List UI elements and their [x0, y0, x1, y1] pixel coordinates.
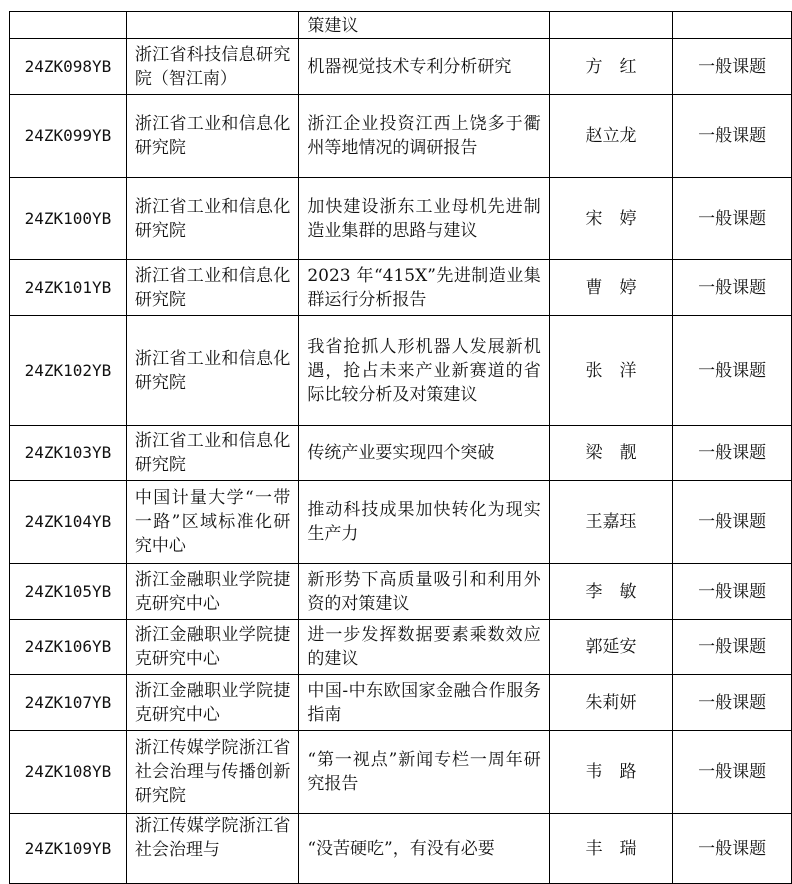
person-cell: 梁 靓	[549, 426, 673, 481]
project-code-cell: 24ZK105YB	[10, 564, 127, 620]
person-cell: 赵立龙	[549, 95, 673, 178]
organization-cell: 浙江省工业和信息化研究院	[126, 260, 298, 316]
topic-cell: 我省抢抓人形机器人发展新机遇，抢占未来产业新赛道的省际比较分析及对策建议	[299, 316, 549, 426]
table-row	[10, 814, 792, 884]
table-row	[10, 620, 792, 675]
table-row	[10, 95, 792, 178]
topic-cell: 机器视觉技术专利分析研究	[299, 39, 549, 95]
table-row	[10, 260, 792, 316]
table-row	[10, 731, 792, 814]
table-row	[10, 178, 792, 260]
category-cell: 一般课题	[673, 675, 792, 731]
category-cell: 一般课题	[673, 178, 792, 260]
category-cell: 一般课题	[673, 39, 792, 95]
person-cell: 方 红	[549, 39, 673, 95]
topic-cell: 2023 年“415X”先进制造业集群运行分析报告	[299, 260, 549, 316]
project-code-cell: 24ZK107YB	[10, 675, 127, 731]
topic-cell: 加快建设浙东工业母机先进制造业集群的思路与建议	[299, 178, 549, 260]
organization-cell: 浙江金融职业学院捷克研究中心	[126, 620, 298, 675]
organization-cell: 浙江省科技信息研究院（智江南）	[126, 39, 298, 95]
topic-cell: “第一视点”新闻专栏一周年研究报告	[299, 731, 549, 814]
category-cell: 一般课题	[673, 731, 792, 814]
organization-cell: 浙江省工业和信息化研究院	[126, 316, 298, 426]
table-row	[10, 564, 792, 620]
table-row	[10, 316, 792, 426]
person-cell: 王嘉珏	[549, 481, 673, 564]
category-cell: 一般课题	[673, 316, 792, 426]
project-code-cell: 24ZK104YB	[10, 481, 127, 564]
table-row	[10, 39, 792, 95]
category-cell: 一般课题	[673, 564, 792, 620]
project-code-cell: 24ZK099YB	[10, 95, 127, 178]
topic-cell: “没苦硬吃”，有没有必要	[299, 814, 549, 884]
category-cell	[673, 12, 792, 39]
person-cell: 张 洋	[549, 316, 673, 426]
project-code-cell: 24ZK106YB	[10, 620, 127, 675]
category-cell: 一般课题	[673, 95, 792, 178]
person-cell: 曹 婷	[549, 260, 673, 316]
organization-cell: 浙江省工业和信息化研究院	[126, 178, 298, 260]
person-cell: 韦 路	[549, 731, 673, 814]
topic-cell: 中国-中东欧国家金融合作服务指南	[299, 675, 549, 731]
project-code-cell: 24ZK103YB	[10, 426, 127, 481]
topic-cell: 新形势下高质量吸引和利用外资的对策建议	[299, 564, 549, 620]
organization-cell: 浙江传媒学院浙江省社会治理与传播创新研究院	[126, 731, 298, 814]
topic-cell: 浙江企业投资江西上饶多于衢州等地情况的调研报告	[299, 95, 549, 178]
category-cell: 一般课题	[673, 620, 792, 675]
category-cell: 一般课题	[673, 260, 792, 316]
topic-cell: 传统产业要实现四个突破	[299, 426, 549, 481]
category-cell: 一般课题	[673, 814, 792, 884]
table-row	[10, 12, 792, 39]
organization-cell: 浙江金融职业学院捷克研究中心	[126, 675, 298, 731]
person-cell	[549, 12, 673, 39]
project-code-cell: 24ZK098YB	[10, 39, 127, 95]
person-cell: 宋 婷	[549, 178, 673, 260]
organization-cell: 中国计量大学“一带一路”区域标准化研究中心	[126, 481, 298, 564]
project-code-cell	[10, 12, 127, 39]
person-cell: 李 敏	[549, 564, 673, 620]
category-cell: 一般课题	[673, 426, 792, 481]
project-code-cell: 24ZK109YB	[10, 814, 127, 884]
organization-cell	[126, 12, 298, 39]
topic-cell: 推动科技成果加快转化为现实生产力	[299, 481, 549, 564]
person-cell: 丰 瑞	[549, 814, 673, 884]
topic-cell: 进一步发挥数据要素乘数效应的建议	[299, 620, 549, 675]
organization-cell: 浙江金融职业学院捷克研究中心	[126, 564, 298, 620]
table-row	[10, 426, 792, 481]
project-table	[9, 11, 792, 884]
category-cell: 一般课题	[673, 481, 792, 564]
project-code-cell: 24ZK108YB	[10, 731, 127, 814]
project-code-cell: 24ZK100YB	[10, 178, 127, 260]
organization-cell: 浙江省工业和信息化研究院	[126, 95, 298, 178]
table-row	[10, 481, 792, 564]
organization-cell: 浙江省工业和信息化研究院	[126, 426, 298, 481]
table-row	[10, 675, 792, 731]
person-cell: 郭延安	[549, 620, 673, 675]
project-code-cell: 24ZK101YB	[10, 260, 127, 316]
topic-cell: 策建议	[299, 12, 549, 39]
person-cell: 朱莉妍	[549, 675, 673, 731]
project-code-cell: 24ZK102YB	[10, 316, 127, 426]
organization-cell: 浙江传媒学院浙江省社会治理与	[126, 814, 298, 884]
